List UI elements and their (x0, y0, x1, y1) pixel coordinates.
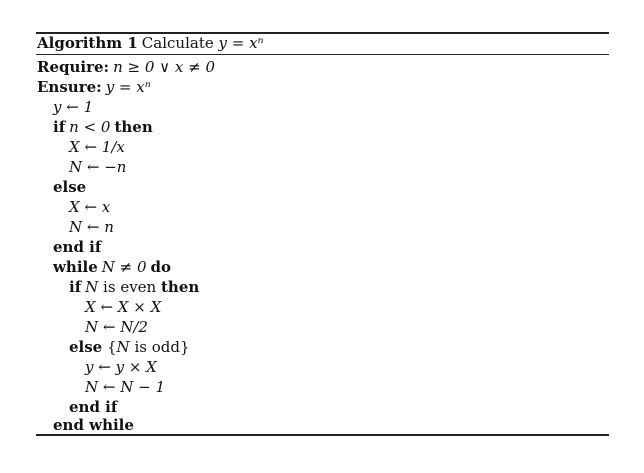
algo-line-9 (53, 258, 171, 276)
variable: N (116, 338, 130, 356)
algo-line-17 (53, 416, 134, 434)
ensure-keyword: Ensure: (37, 78, 102, 96)
caption-rule (36, 54, 609, 55)
require-expr: n ≥ 0 ∨ x ≠ 0 (113, 58, 216, 76)
keyword-if: if (69, 278, 82, 296)
statement: X ← X × X (85, 298, 162, 316)
ensure-expr: y = xⁿ (105, 78, 151, 96)
keyword-do: do (150, 258, 172, 276)
condition: n < 0 (69, 118, 111, 136)
require-keyword: Require: (37, 58, 110, 76)
algo-line-15 (85, 378, 165, 396)
require-line (37, 58, 215, 76)
keyword-then: then (114, 118, 153, 136)
algo-line-3 (69, 138, 125, 156)
statement: y ← 1 (53, 98, 94, 116)
keyword-else: else (53, 178, 87, 196)
algo-line-13 (69, 338, 189, 356)
condition-text: is even (98, 278, 161, 296)
algo-line-6 (69, 198, 110, 216)
algo-line-16 (69, 398, 117, 416)
bottom-rule (36, 434, 609, 436)
algo-line-8 (53, 238, 101, 256)
statement: N ← N/2 (85, 318, 148, 336)
statement: y ← y × X (85, 358, 157, 376)
algo-line-5 (53, 178, 86, 196)
statement: N ← N − 1 (85, 378, 166, 396)
algo-line-7 (69, 218, 114, 236)
comment-text: is odd} (129, 338, 190, 356)
condition: N ≠ 0 (101, 258, 147, 276)
comment-open: { (102, 338, 117, 356)
keyword-end-if: end if (53, 238, 102, 256)
statement: X ← 1/x (69, 138, 125, 156)
variable: N (85, 278, 99, 296)
statement: N ← n (69, 218, 114, 236)
keyword-end-if: end if (69, 398, 118, 416)
keyword-if: if (53, 118, 66, 136)
statement: N ← −n (69, 158, 127, 176)
algo-line-1 (53, 98, 93, 116)
caption-text: Calculate (141, 34, 219, 52)
keyword-end-while: end while (53, 416, 134, 434)
caption-math: y = xⁿ (218, 34, 264, 52)
algo-line-14 (85, 358, 157, 376)
algo-line-10 (69, 278, 199, 296)
ensure-line (37, 78, 151, 96)
statement: X ← x (69, 198, 111, 216)
keyword-then: then (160, 278, 200, 296)
algo-line-2 (53, 118, 153, 136)
keyword-else: else (69, 338, 103, 356)
algo-line-12 (85, 318, 148, 336)
caption-label: Algorithm 1 (37, 34, 138, 52)
algo-line-4 (69, 158, 126, 176)
keyword-while: while (53, 258, 98, 276)
algo-line-11 (85, 298, 161, 316)
algorithm-caption (37, 34, 264, 52)
